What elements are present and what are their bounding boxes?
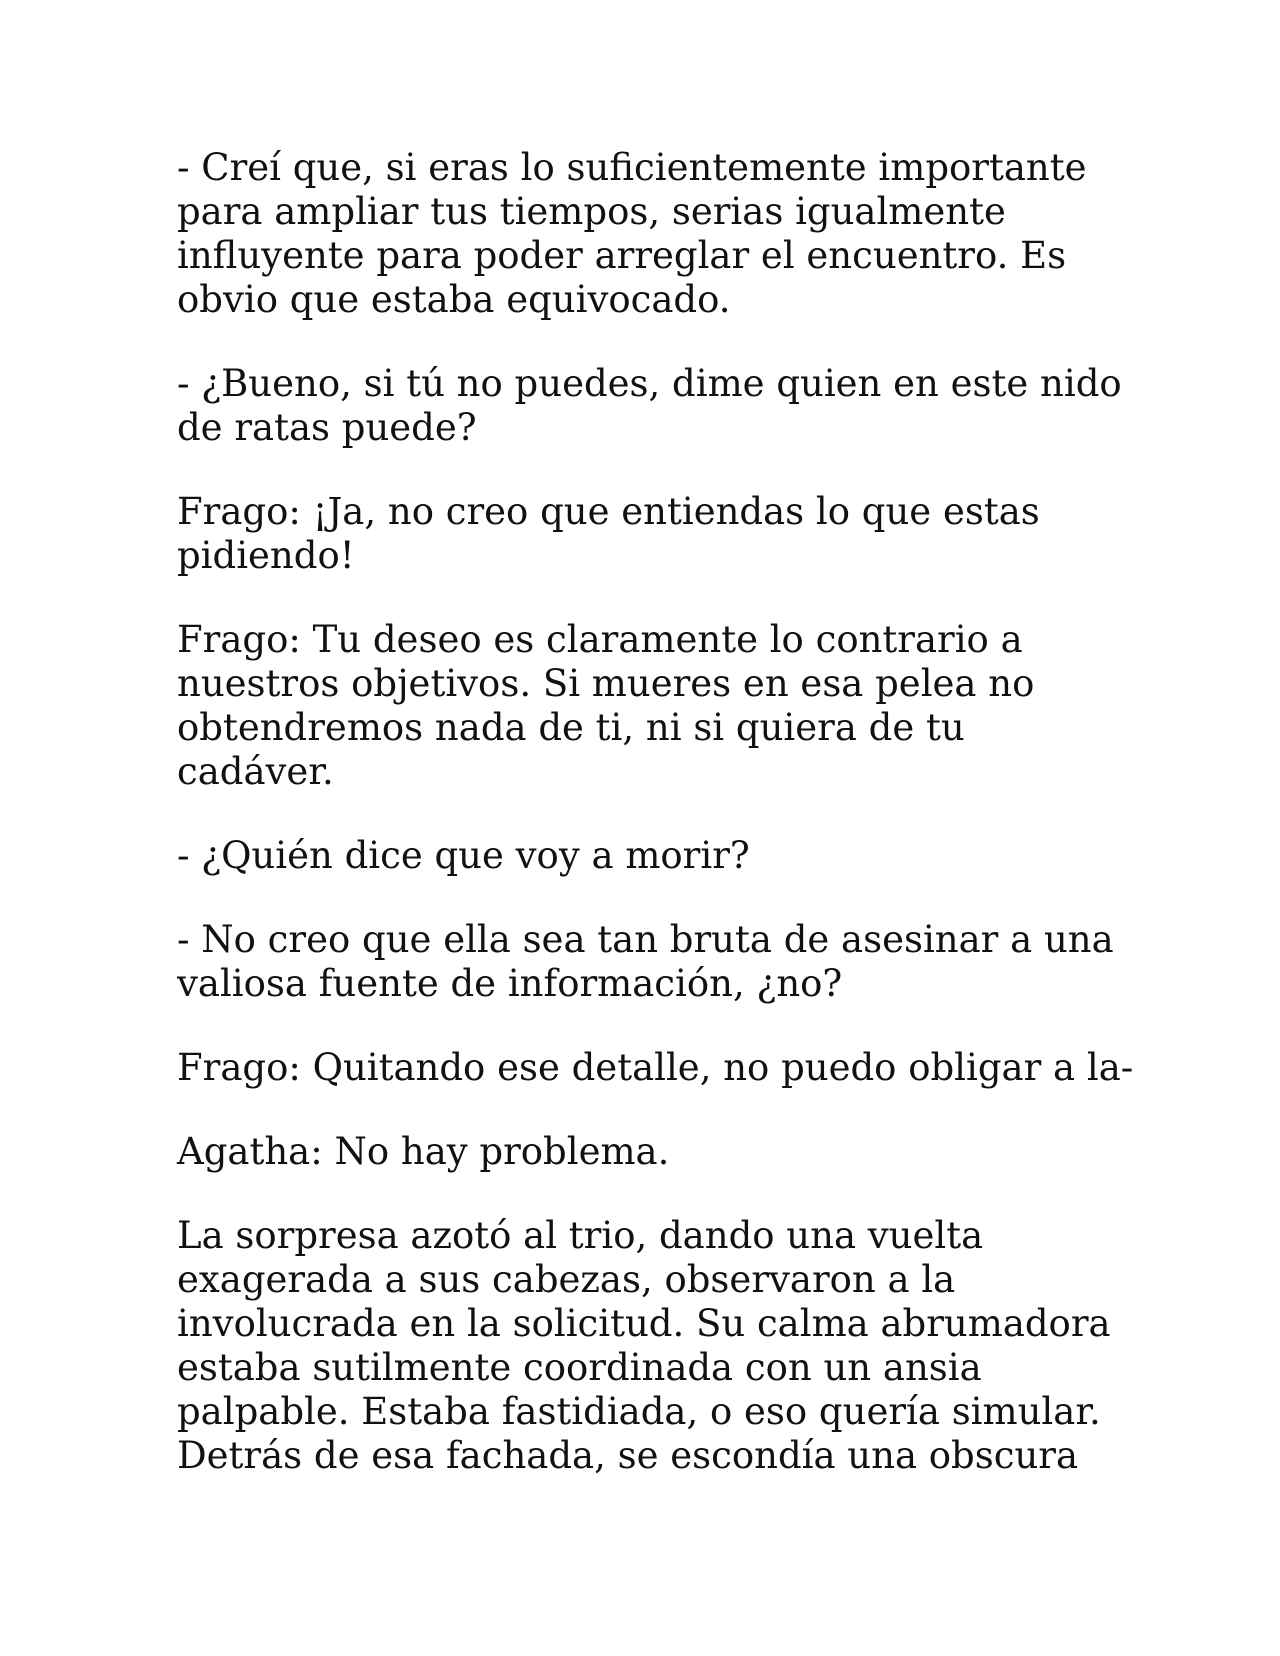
text-line: influyente para poder arreglar el encuentro. Es: [177, 234, 1067, 277]
text-line: para ampliar tus tiempos, serias igualmente: [177, 190, 1006, 233]
paragraph-2: [177, 362, 1137, 450]
text-line: - Creí que, si eras lo suficientemente importante: [177, 146, 1087, 189]
paragraph-9: [177, 1214, 1137, 1478]
paragraph-8: [177, 1130, 1137, 1174]
text-line: Frago: Tu deseo es claramente lo contrario a: [177, 618, 1023, 661]
text-line: - ¿Quién dice que voy a morir?: [177, 834, 750, 877]
text-line: de ratas puede?: [177, 406, 477, 449]
paragraph-6: [177, 918, 1137, 1006]
paragraph-5: [177, 834, 1137, 878]
text-line: Detrás de esa fachada, se escondía una obscura: [177, 1434, 1079, 1477]
text-line: Agatha: No hay problema.: [177, 1130, 670, 1173]
document-body: [177, 146, 1137, 1518]
text-line: cadáver.: [177, 750, 334, 793]
text-line: involucrada en la solicitud. Su calma abrumadora: [177, 1302, 1111, 1345]
text-line: obtendremos nada de ti, ni si quiera de tu: [177, 706, 965, 749]
paragraph-1: [177, 146, 1137, 322]
text-line: pidiendo!: [177, 534, 355, 577]
text-line: obvio que estaba equivocado.: [177, 278, 731, 321]
text-line: nuestros objetivos. Si mueres en esa pelea no: [177, 662, 1035, 705]
text-line: estaba sutilmente coordinada con un ansia: [177, 1346, 982, 1389]
text-line: exagerada a sus cabezas, observaron a la: [177, 1258, 956, 1301]
text-line: - ¿Bueno, si tú no puedes, dime quien en este nido: [177, 362, 1122, 405]
text-line: Frago: ¡Ja, no creo que entiendas lo que estas: [177, 490, 1040, 533]
text-line: valiosa fuente de información, ¿no?: [177, 962, 843, 1005]
text-line: Frago: Quitando ese detalle, no puedo obligar a la-: [177, 1046, 1134, 1089]
paragraph-7: [177, 1046, 1137, 1090]
text-line: - No creo que ella sea tan bruta de asesinar a una: [177, 918, 1114, 961]
text-line: La sorpresa azotó al trio, dando una vuelta: [177, 1214, 984, 1257]
paragraph-3: [177, 490, 1137, 578]
paragraph-4: [177, 618, 1137, 794]
text-line: palpable. Estaba fastidiada, o eso quería simular.: [177, 1390, 1101, 1433]
